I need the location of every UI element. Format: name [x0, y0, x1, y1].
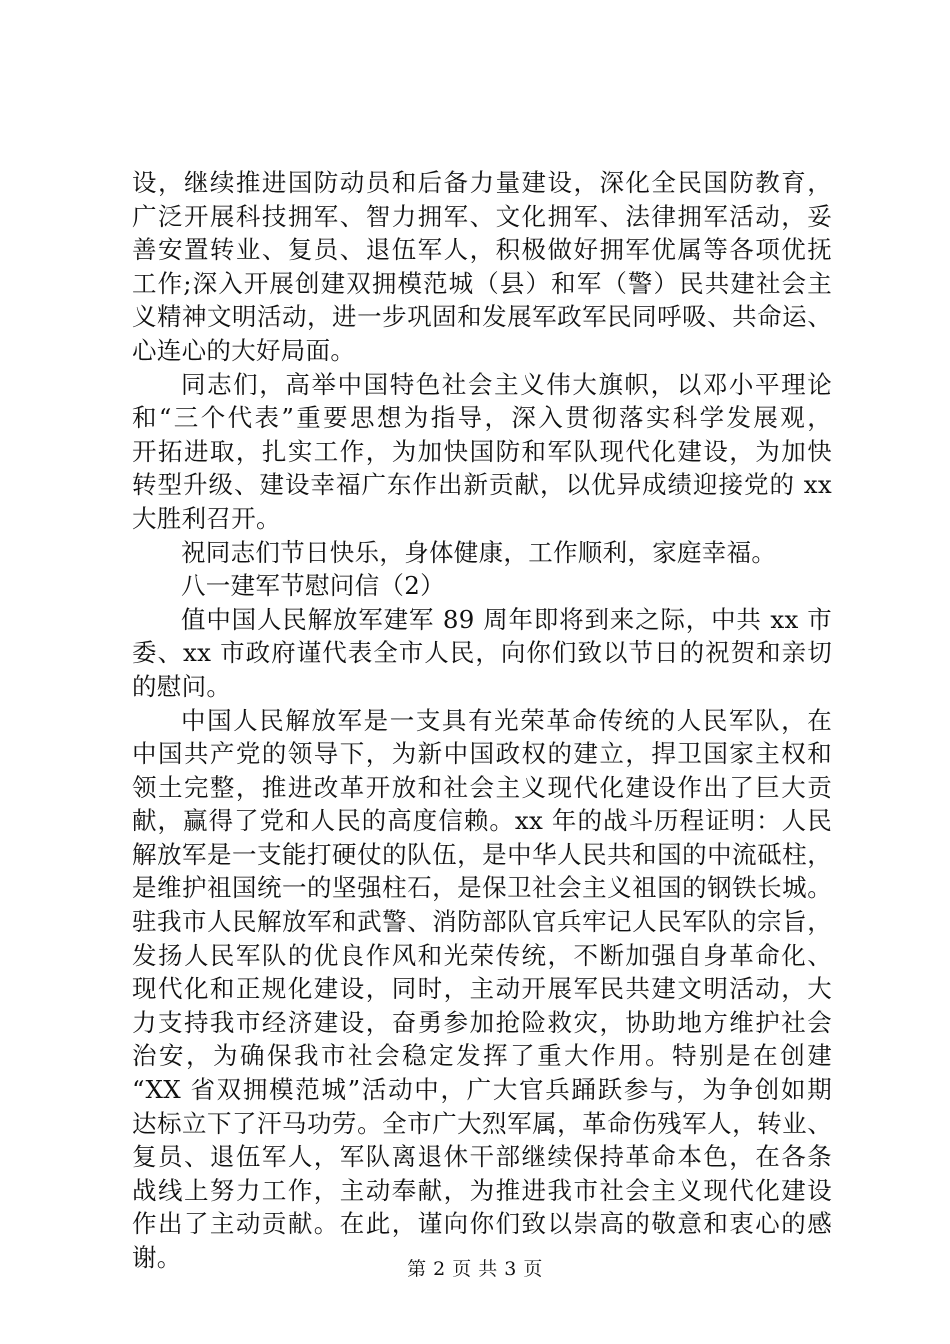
text-line: 作出了主动贡献。在此，谨向你们致以崇高的敬意和衷心的感: [132, 1209, 832, 1239]
text-line: 战线上努力工作，主动奉献，为推进我市社会主义现代化建设: [132, 1175, 832, 1205]
text-line: 设，继续推进国防动员和后备力量建设，深化全民国防教育，: [132, 168, 832, 197]
paragraph: [132, 166, 832, 368]
text-line: 工作;深入开展创建双拥模范城（县）和军（警）民共建社会主: [132, 268, 832, 298]
text-line: 解放军是一支能打硬仗的队伍，是中华人民共和国的中流砥柱，: [132, 839, 832, 869]
text-line: 祝同志们节日快乐，身体健康，工作顺利，家庭幸福。: [181, 537, 777, 567]
text-line: 现代化和正规化建设，同时，主动开展军民共建文明活动，大: [132, 974, 832, 1004]
text-line: 义精神文明活动，进一步巩固和发展军政军民同呼吸、共命运、: [132, 302, 832, 332]
text-line: 委、xx 市政府谨代表全市人民，向你们致以节日的祝贺和亲切: [132, 638, 832, 668]
paragraph: [132, 368, 832, 536]
text-line: 和“三个代表”重要思想为指导，深入贯彻落实科学发展观，: [132, 403, 832, 433]
text-line: 心连心的大好局面。: [132, 335, 356, 365]
text-line: 值中国人民解放军建军 89 周年即将到来之际，中共 xx 市: [181, 604, 832, 634]
text-line: 发扬人民军队的优良作风和光荣传统，不断加强自身革命化、: [132, 940, 832, 970]
text-line: 善安置转业、复员、退伍军人，积极做好拥军优属等各项优抚: [132, 235, 832, 265]
text-line: 力支持我市经济建设，奋勇参加抢险救灾，协助地方维护社会: [132, 1007, 832, 1037]
paragraph: [132, 603, 832, 704]
paragraph: [132, 536, 832, 570]
text-line: 驻我市人民解放军和武警、消防部队官兵牢记人民军队的宗旨，: [132, 907, 832, 937]
page-footer: 第 2 页 共 3 页: [407, 1258, 543, 1280]
text-line: 领土完整，推进改革开放和社会主义现代化建设作出了巨大贡: [132, 772, 832, 802]
text-line: 谢。: [132, 1243, 182, 1272]
text-line: 中国共产党的领导下，为新中国政权的建立，捍卫国家主权和: [132, 739, 832, 769]
text-line: 八一建军节慰问信（2）: [181, 571, 445, 601]
text-line: 大胜利召开。: [132, 503, 281, 533]
section-heading: [132, 569, 832, 603]
paragraph: [132, 704, 832, 1275]
text-line: 是维护祖国统一的坚强柱石，是保卫社会主义祖国的钢铁长城。: [132, 873, 832, 903]
text-line: 达标立下了汗马功劳。全市广大烈军属，革命伤残军人，转业、: [132, 1108, 832, 1138]
text-line: 同志们，高举中国特色社会主义伟大旗帜，以邓小平理论: [181, 369, 832, 399]
document-body: [132, 166, 832, 1275]
text-line: 广泛开展科技拥军、智力拥军、文化拥军、法律拥军活动，妥: [132, 201, 832, 231]
text-line: 的慰问。: [132, 671, 232, 701]
text-line: 献，赢得了党和人民的高度信赖。xx 年的战斗历程证明：人民: [132, 806, 832, 836]
text-line: 治安，为确保我市社会稳定发挥了重大作用。特别是在创建: [132, 1041, 832, 1071]
text-line: 转型升级、建设幸福广东作出新贡献，以优异成绩迎接党的 xx: [132, 470, 832, 500]
text-line: “XX 省双拥模范城”活动中，广大官兵踊跃参与，为争创如期: [132, 1075, 832, 1105]
text-line: 复员、退伍军人，军队离退休干部继续保持革命本色，在各条: [132, 1142, 832, 1172]
text-line: 开拓进取，扎实工作，为加快国防和军队现代化建设，为加快: [132, 436, 832, 466]
text-line: 中国人民解放军是一支具有光荣革命传统的人民军队，在: [181, 705, 832, 735]
